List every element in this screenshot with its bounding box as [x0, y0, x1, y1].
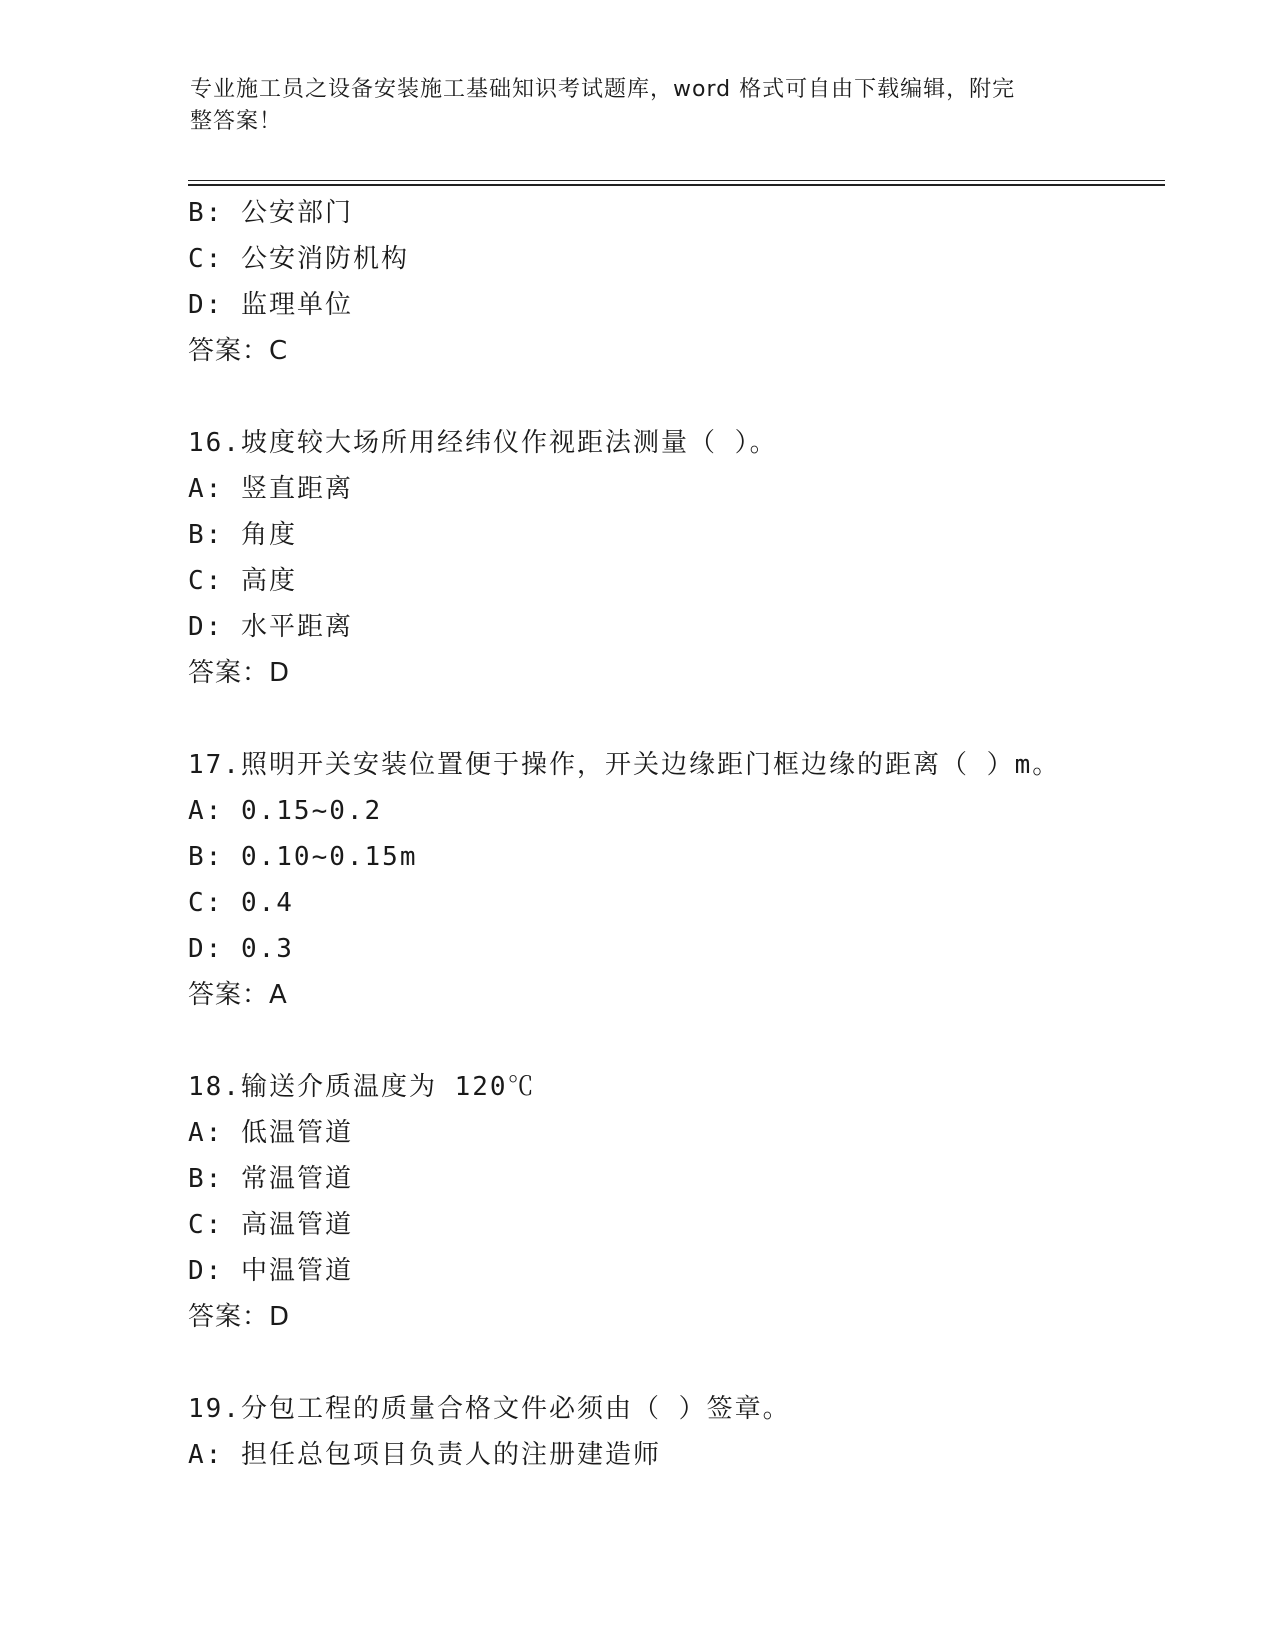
- option-b: B: 角度: [188, 520, 297, 550]
- option-b: B: 公安部门: [188, 198, 353, 228]
- option-a: A: 担任总包项目负责人的注册建造师: [188, 1440, 661, 1470]
- option-b: B: 0.10~0.15m: [188, 842, 418, 872]
- answer: 答案：D: [188, 658, 291, 688]
- question-block-18: [188, 1064, 1168, 1340]
- spacer: [188, 696, 1168, 742]
- option-c: C: 公安消防机构: [188, 244, 409, 274]
- spacer: [188, 374, 1168, 420]
- question-text: 17.照明开关安装位置便于操作，开关边缘距门框边缘的距离（ ）m。: [188, 750, 1061, 780]
- header-line-1: 专业施工员之设备安装施工基础知识考试题库，word 格式可自由下载编辑，附完: [190, 77, 1016, 102]
- option-d: D: 中温管道: [188, 1256, 353, 1286]
- option-c: C: 高度: [188, 566, 297, 596]
- option-a: A: 竖直距离: [188, 474, 353, 504]
- option-a: A: 0.15~0.2: [188, 796, 383, 826]
- question-text: 18.输送介质温度为 120℃: [188, 1072, 536, 1102]
- header-divider-top: [188, 180, 1165, 181]
- question-text: 19.分包工程的质量合格文件必须由（ ）签章。: [188, 1394, 791, 1424]
- option-b: B: 常温管道: [188, 1164, 353, 1194]
- option-c: C: 0.4: [188, 888, 294, 918]
- spacer: [188, 1018, 1168, 1064]
- question-text: 16.坡度较大场所用经纬仪作视距法测量（ ）。: [188, 428, 778, 458]
- header-line-2: 整答案！: [190, 109, 283, 134]
- question-block-16: [188, 420, 1168, 696]
- document-header: [190, 74, 1090, 138]
- answer: 答案：D: [188, 1302, 291, 1332]
- option-c: C: 高温管道: [188, 1210, 353, 1240]
- option-d: D: 0.3: [188, 934, 294, 964]
- question-block-19: [188, 1386, 1168, 1478]
- header-divider-bottom: [188, 184, 1165, 186]
- option-d: D: 监理单位: [188, 290, 353, 320]
- option-d: D: 水平距离: [188, 612, 353, 642]
- spacer: [188, 1340, 1168, 1386]
- answer: 答案：A: [188, 980, 288, 1010]
- question-list: [188, 190, 1168, 1478]
- answer: 答案：C: [188, 336, 289, 366]
- question-block-15: [188, 190, 1168, 374]
- question-block-17: [188, 742, 1168, 1018]
- option-a: A: 低温管道: [188, 1118, 353, 1148]
